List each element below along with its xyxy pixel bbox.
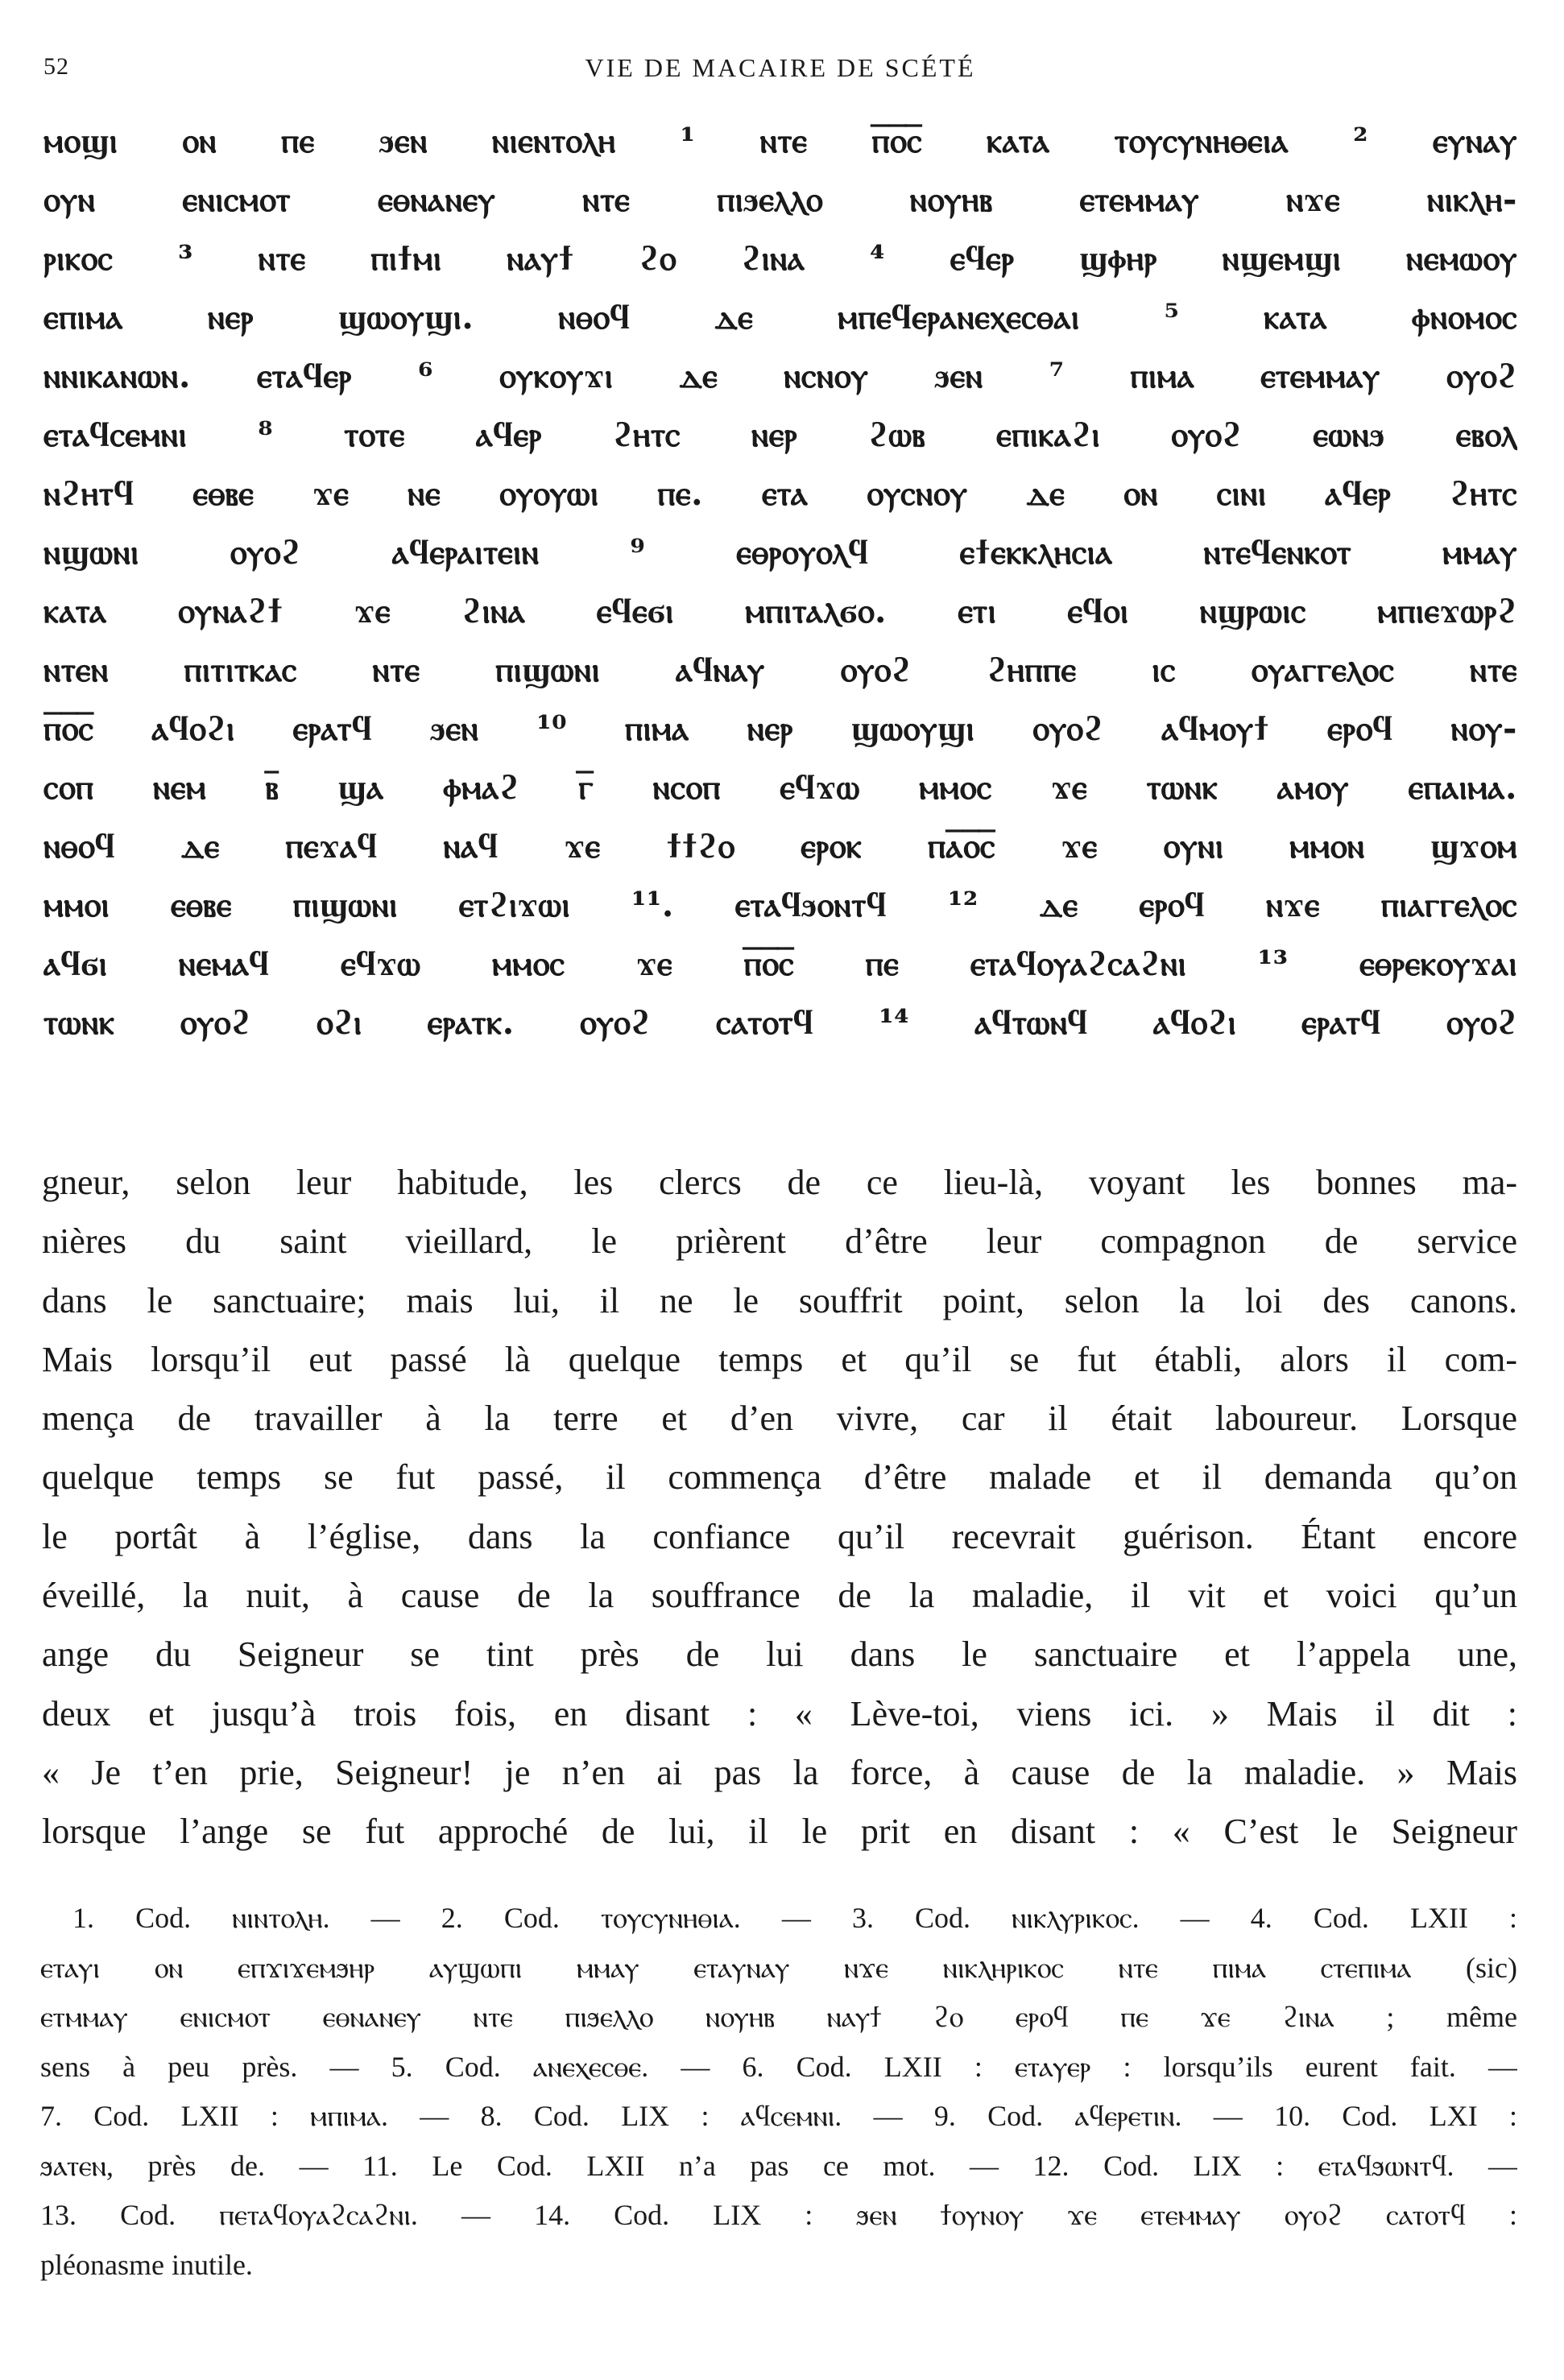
translation-line: éveillé, la nuit, à cause de la souffrance de la maladie, il vit et voici qu’un: [42, 1576, 1517, 1616]
coptic-line: ⲛⲑⲟϥ ⲇⲉ ⲡⲉϫⲁϥ ⲛⲁϥ ϫⲉ ϯϯϩⲟ ⲉⲣⲟⲕ ⲡⲁ̅ⲟ̅ⲥ̅ ϫⲉ ⲟⲩⲛⲓ ⲙⲙⲟⲛ ϣϫⲟⲙ: [43, 826, 1517, 866]
translation-line: deux et jusqu’à trois fois, en disant : « Lève-toi, viens ici. » Mais il dit :: [42, 1693, 1517, 1733]
translation-line: « Je t’en prie, Seigneur! je n’en ai pas la force, à cause de la maladie. » Mais: [42, 1752, 1517, 1792]
translation-line: Mais lorsqu’il eut passé là quelque temps et qu’il se fut établi, alors il com-: [42, 1339, 1517, 1379]
coptic-line: ⲕⲁⲧⲁ ⲟⲩⲛⲁϩϯ ϫⲉ ϩⲓⲛⲁ ⲉϥⲉϭⲓ ⲙⲡⲓⲧⲁⲗϭⲟ. ⲉⲧⲓ ⲉϥⲟⲓ ⲛϣⲣⲱⲓⲥ ⲙⲡⲓⲉϫⲱⲣϩ: [43, 591, 1517, 630]
footnote-line: 13. Cod. ⲡⲉⲧⲁϥⲟⲩⲁϩⲥⲁϩⲛⲓ. — 14. Cod. LIX : ϧⲉⲛ ϯⲟⲩⲛⲟⲩ ϫⲉ ⲉⲧⲉⲙⲙⲁⲩ ⲟⲩⲟϩ ⲥⲁⲧⲟⲧϥ :: [40, 2199, 1517, 2231]
footnote-line: sens à peu près. — 5. Cod. ⲁⲛⲉⲭⲉⲥⲑⲉ. — 6. Cod. LXII : ⲉⲧⲁⲩⲉⲣ : lorsqu’ils eurent fait. —: [40, 2050, 1517, 2083]
coptic-line: ⲟⲩⲛ ⲉⲛⲓⲥⲙⲟⲧ ⲉⲑⲛⲁⲛⲉⲩ ⲛⲧⲉ ⲡⲓϧⲉⲗⲗⲟ ⲛⲟⲩⲏⲃ ⲉⲧⲉⲙⲙⲁⲩ ⲛϫⲉ ⲛⲓⲕⲗⲏ-: [43, 180, 1517, 219]
footnote-line: 1. Cod. ⲛⲓⲛⲧⲟⲗⲏ. — 2. Cod. ⲧⲟⲩⲥⲩⲛⲏⲑⲓⲁ. — 3. Cod. ⲛⲓⲕⲗⲩⲣⲓⲕⲟⲥ. — 4. Cod. LXII :: [72, 1902, 1517, 1934]
translation-line: mença de travailler à la terre et d’en vivre, car il était laboureur. Lorsque: [42, 1399, 1517, 1439]
translation-line: dans le sanctuaire; mais lui, il ne le souffrit point, selon la loi des canons.: [42, 1280, 1517, 1320]
french-translation-block: [42, 1153, 1517, 1861]
coptic-line: ⲁϥϭⲓ ⲛⲉⲙⲁϥ ⲉϥϫⲱ ⲙⲙⲟⲥ ϫⲉ ⲡ̅ⲟ̅ⲥ̅ ⲡⲉ ⲉⲧⲁϥⲟⲩⲁϩⲥⲁϩⲛⲓ ¹³ ⲉⲑⲣⲉⲕⲟⲩϫⲁⲓ: [43, 944, 1517, 983]
footnote-line: ⲉⲧⲁⲩⲓ ⲟⲛ ⲉⲡϫⲓϫⲉⲙϧⲏⲣ ⲁⲩϣⲱⲡⲓ ⲙⲙⲁⲩ ⲉⲧⲁⲩⲛⲁⲩ ⲛϫⲉ ⲛⲓⲕⲗⲏⲣⲓⲕⲟⲥ ⲛⲧⲉ ⲡⲓⲙⲁ ⲥⲧⲉⲡⲓⲙⲁ (sic): [40, 1951, 1517, 1984]
running-title: VIE DE MACAIRE DE SCÉTÉ: [585, 53, 976, 82]
coptic-line: ⲛⲛⲓⲕⲁⲛⲱⲛ. ⲉⲧⲁϥⲉⲣ ⁶ ⲟⲩⲕⲟⲩϫⲓ ⲇⲉ ⲛⲥⲛⲟⲩ ϧⲉⲛ ⁷ ⲡⲓⲙⲁ ⲉⲧⲉⲙⲙⲁⲩ ⲟⲩⲟϩ: [43, 356, 1517, 395]
translation-line: le portât à l’église, dans la confiance qu’il recevrait guérison. Étant encore: [42, 1516, 1517, 1556]
translation-line: nières du saint vieillard, le prièrent d’être leur compagnon de service: [42, 1221, 1517, 1262]
coptic-line: ⲛϩⲏⲧϥ ⲉⲑⲃⲉ ϫⲉ ⲛⲉ ⲟⲩⲟⲩⲱⲓ ⲡⲉ. ⲉⲧⲁ ⲟⲩⲥⲛⲟⲩ ⲇⲉ ⲟⲛ ⲥⲓⲛⲓ ⲁϥⲉⲣ ϩⲏⲧⲥ: [43, 473, 1517, 513]
footnote-line: ϧⲁⲧⲉⲛ, près de. — 11. Le Cod. LXII n’a pas ce mot. — 12. Cod. LIX : ⲉⲧⲁϥϧⲱⲛⲧϥ. —: [40, 2149, 1517, 2182]
coptic-line: ⲣⲓⲕⲟⲥ ³ ⲛⲧⲉ ⲡⲓϯⲙⲓ ⲛⲁⲩϯ ϩⲟ ϩⲓⲛⲁ ⁴ ⲉϥⲉⲣ ϣⲫⲏⲣ ⲛϣⲉⲙϣⲓ ⲛⲉⲙⲱⲟⲩ: [43, 238, 1517, 278]
coptic-line: ⲛϣⲱⲛⲓ ⲟⲩⲟϩ ⲁϥⲉⲣⲁⲓⲧⲉⲓⲛ ⁹ ⲉⲑⲣⲟⲩⲟⲗϥ ⲉϯⲉⲕⲕⲗⲏⲥⲓⲁ ⲛⲧⲉϥⲉⲛⲕⲟⲧ ⲙⲙⲁⲩ: [43, 532, 1517, 572]
page-header: [43, 53, 1517, 85]
translation-line: ange du Seigneur se tint près de lui dans le sanctuaire et l’appela une,: [42, 1634, 1517, 1675]
footnote-line: pléonasme inutile.: [40, 2248, 253, 2281]
translation-line: gneur, selon leur habitude, les clercs de ce lieu-là, voyant les bonnes ma-: [42, 1163, 1517, 1202]
coptic-line: ⲉⲡⲓⲙⲁ ⲛⲉⲣ ϣⲱⲟⲩϣⲓ. ⲛⲑⲟϥ ⲇⲉ ⲙⲡⲉϥⲉⲣⲁⲛⲉⲭⲉⲥⲑⲁⲓ ⁵ ⲕⲁⲧⲁ ⲫⲛⲟⲙⲟⲥ: [43, 297, 1517, 337]
coptic-line: ⲉⲧⲁϥⲥⲉⲙⲛⲓ ⁸ ⲧⲟⲧⲉ ⲁϥⲉⲣ ϩⲏⲧⲥ ⲛⲉⲣ ϩⲱⲃ ⲉⲡⲓⲕⲁϩⲓ ⲟⲩⲟϩ ⲉⲱⲛϧ ⲉⲃⲟⲗ: [43, 415, 1517, 454]
page-number: 52: [43, 53, 69, 80]
footnote-line: ⲉⲧⲙⲙⲁⲩ ⲉⲛⲓⲥⲙⲟⲧ ⲉⲑⲛⲁⲛⲉⲩ ⲛⲧⲉ ⲡⲓϧⲉⲗⲗⲟ ⲛⲟⲩⲏⲃ ⲛⲁⲩϯ ϩⲟ ⲉⲣⲟϥ ⲡⲉ ϫⲉ ϩⲓⲛⲁ ; même: [40, 2001, 1517, 2033]
translation-line: lorsque l’ange se fut approché de lui, il le prit en disant : « C’est le Seigneur: [42, 1812, 1517, 1852]
coptic-line: ⲧⲱⲛⲕ ⲟⲩⲟϩ ⲟϩⲓ ⲉⲣⲁⲧⲕ. ⲟⲩⲟϩ ⲥⲁⲧⲟⲧϥ ¹⁴ ⲁϥⲧⲱⲛϥ ⲁϥⲟϩⲓ ⲉⲣⲁⲧϥ ⲟⲩⲟϩ: [43, 1002, 1517, 1042]
coptic-line: ⲡ̅ⲟ̅ⲥ̅ ⲁϥⲟϩⲓ ⲉⲣⲁⲧϥ ϧⲉⲛ ¹⁰ ⲡⲓⲙⲁ ⲛⲉⲣ ϣⲱⲟⲩϣⲓ ⲟⲩⲟϩ ⲁϥⲙⲟⲩϯ ⲉⲣⲟϥ ⲛⲟⲩ-: [43, 709, 1517, 748]
footnote-line: 7. Cod. LXII : ⲙⲡⲓⲙⲁ. — 8. Cod. LIX : ⲁϥⲥⲉⲙⲛⲓ. — 9. Cod. ⲁϥⲉⲣⲉⲧⲓⲛ. — 10. Cod. LXI :: [40, 2100, 1517, 2132]
coptic-line: ⲥⲟⲡ ⲛⲉⲙ ⲃ̅ ϣⲁ ⲫⲙⲁϩ ⲅ̅ ⲛⲥⲟⲡ ⲉϥϫⲱ ⲙⲙⲟⲥ ϫⲉ ⲧⲱⲛⲕ ⲁⲙⲟⲩ ⲉⲡⲁⲓⲙⲁ.: [43, 767, 1517, 807]
coptic-line: ⲙⲟϣⲓ ⲟⲛ ⲡⲉ ϧⲉⲛ ⲛⲓⲉⲛⲧⲟⲗⲏ ¹ ⲛⲧⲉ ⲡ̅ⲟ̅ⲥ̅ ⲕⲁⲧⲁ ⲧⲟⲩⲥⲩⲛⲏⲑⲉⲓⲁ ² ⲉⲩⲛⲁⲩ: [43, 121, 1517, 160]
coptic-text-block: [43, 111, 1517, 1052]
translation-line: quelque temps se fut passé, il commença d’être malade et il demanda qu’on: [42, 1457, 1517, 1498]
coptic-line: ⲙⲙⲟⲓ ⲉⲑⲃⲉ ⲡⲓϣⲱⲛⲓ ⲉⲧϩⲓϫⲱⲓ ¹¹. ⲉⲧⲁϥϧⲟⲛⲧϥ ¹² ⲇⲉ ⲉⲣⲟϥ ⲛϫⲉ ⲡⲓⲁⲅⲅⲉⲗⲟⲥ: [43, 885, 1517, 924]
coptic-line: ⲛⲧⲉⲛ ⲡⲓⲧⲓⲧⲕⲁⲥ ⲛⲧⲉ ⲡⲓϣⲱⲛⲓ ⲁϥⲛⲁⲩ ⲟⲩⲟϩ ϩⲏⲡⲡⲉ ⲓⲥ ⲟⲩⲁⲅⲅⲉⲗⲟⲥ ⲛⲧⲉ: [43, 650, 1517, 689]
footnotes-block: [40, 1894, 1517, 2290]
